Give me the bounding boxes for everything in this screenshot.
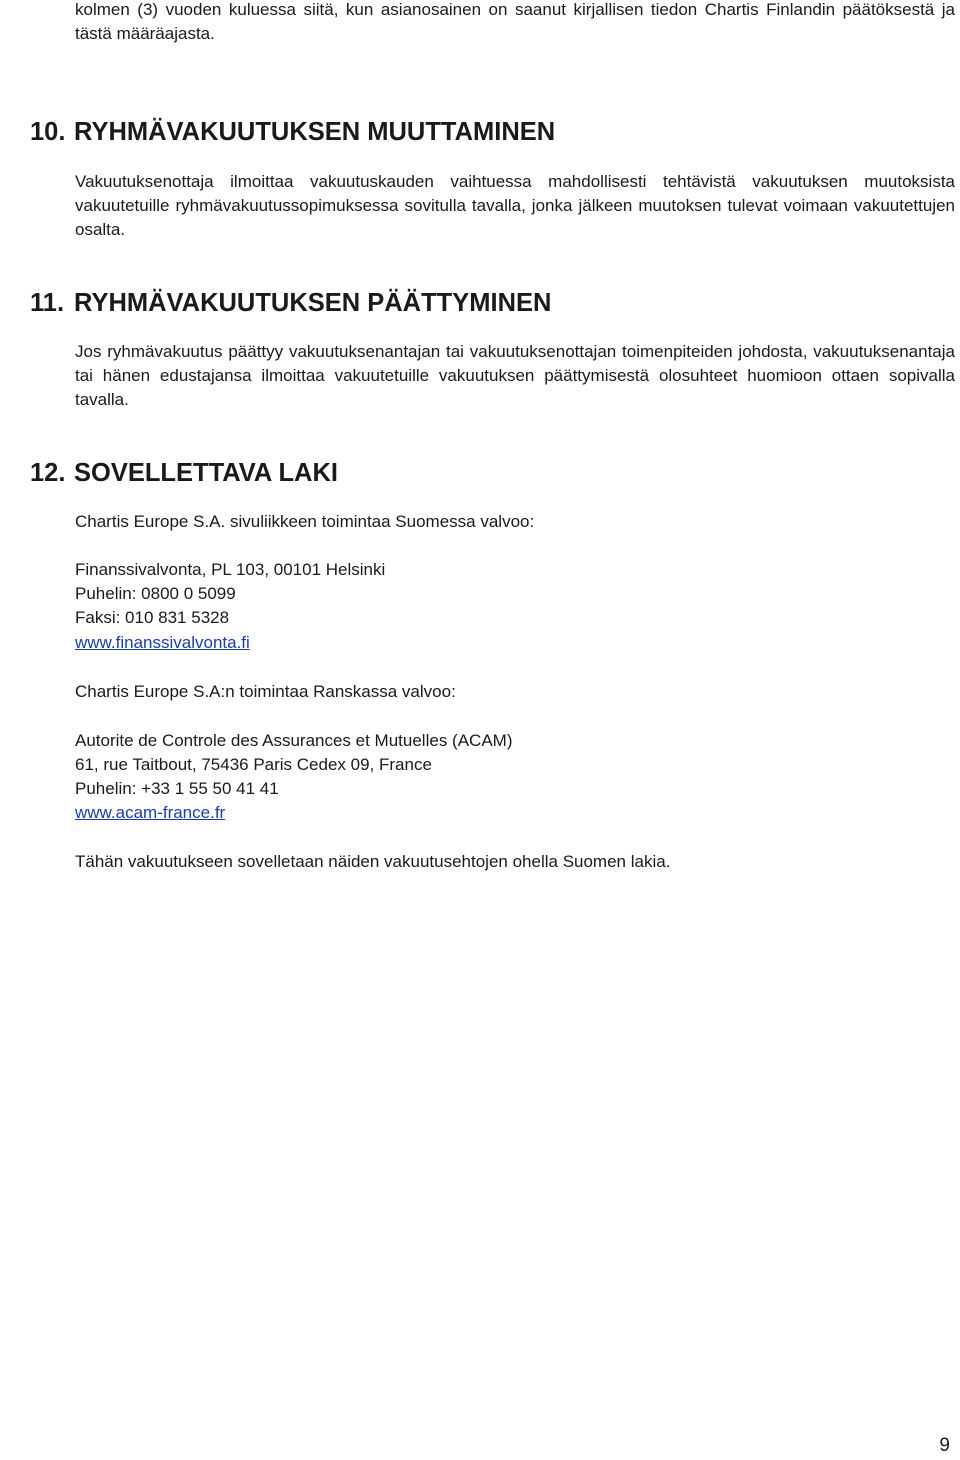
finland-phone: Puhelin: 0800 0 5099 <box>75 584 236 603</box>
finland-supervisor-intro: Chartis Europe S.A. sivuliikkeen toimintaa Suomessa valvoo: <box>75 512 535 531</box>
section-body-11: Jos ryhmävakuutus päättyy vakuutuksenantajan tai vakuutuksenottajan toimenpiteiden johdosta, vakuutuksenantaja tai hänen edustajansa ilmoittaa vakuutetuille vakuutuksen päättymisestä olosuhteet huomioon ottaen sopivalla tavalla. <box>75 342 955 409</box>
section-number: 10. <box>30 118 66 146</box>
section-title: SOVELLETTAVA LAKI <box>74 459 338 487</box>
france-website-link[interactable]: www.acam-france.fr <box>75 803 226 822</box>
section-number: 11. <box>30 289 65 317</box>
closing-statement: Tähän vakuutukseen sovelletaan näiden vakuutusehtojen ohella Suomen lakia. <box>75 852 671 871</box>
intro-paragraph: kolmen (3) vuoden kuluessa siitä, kun asianosainen on saanut kirjallisen tiedon Chartis Finlandin päätöksestä ja tästä määräajasta. <box>75 0 955 43</box>
france-address: 61, rue Taitbout, 75436 Paris Cedex 09, France <box>75 755 432 774</box>
section-number: 12. <box>30 459 66 487</box>
page-number: 9 <box>939 1435 950 1456</box>
section-body-10: Vakuutuksenottaja ilmoittaa vakuutuskauden vaihtuessa mahdollisesti tehtävistä vakuutuksen muutoksista vakuutetuille ryhmävakuutussopimuksessa sovitulla tavalla, jonka jälkeen muutoksen tulevat voimaan vakuutettujen osalta. <box>75 172 955 239</box>
section-title: RYHMÄVAKUUTUKSEN MUUTTAMINEN <box>74 118 556 146</box>
finland-website-link[interactable]: www.finanssivalvonta.fi <box>75 633 250 652</box>
section-heading-12 <box>30 461 338 485</box>
france-phone: Puhelin: +33 1 55 50 41 41 <box>75 779 279 798</box>
france-supervisor-name: Autorite de Controle des Assurances et Mutuelles (ACAM) <box>75 731 513 750</box>
section-heading-10 <box>30 120 555 144</box>
finland-fax: Faksi: 010 831 5328 <box>75 608 230 627</box>
france-supervisor-intro: Chartis Europe S.A:n toimintaa Ranskassa valvoo: <box>75 682 456 701</box>
section-title: RYHMÄVAKUUTUKSEN PÄÄTTYMINEN <box>74 289 552 317</box>
section-heading-11 <box>30 291 551 315</box>
finland-address: Finanssivalvonta, PL 103, 00101 Helsinki <box>75 560 386 579</box>
